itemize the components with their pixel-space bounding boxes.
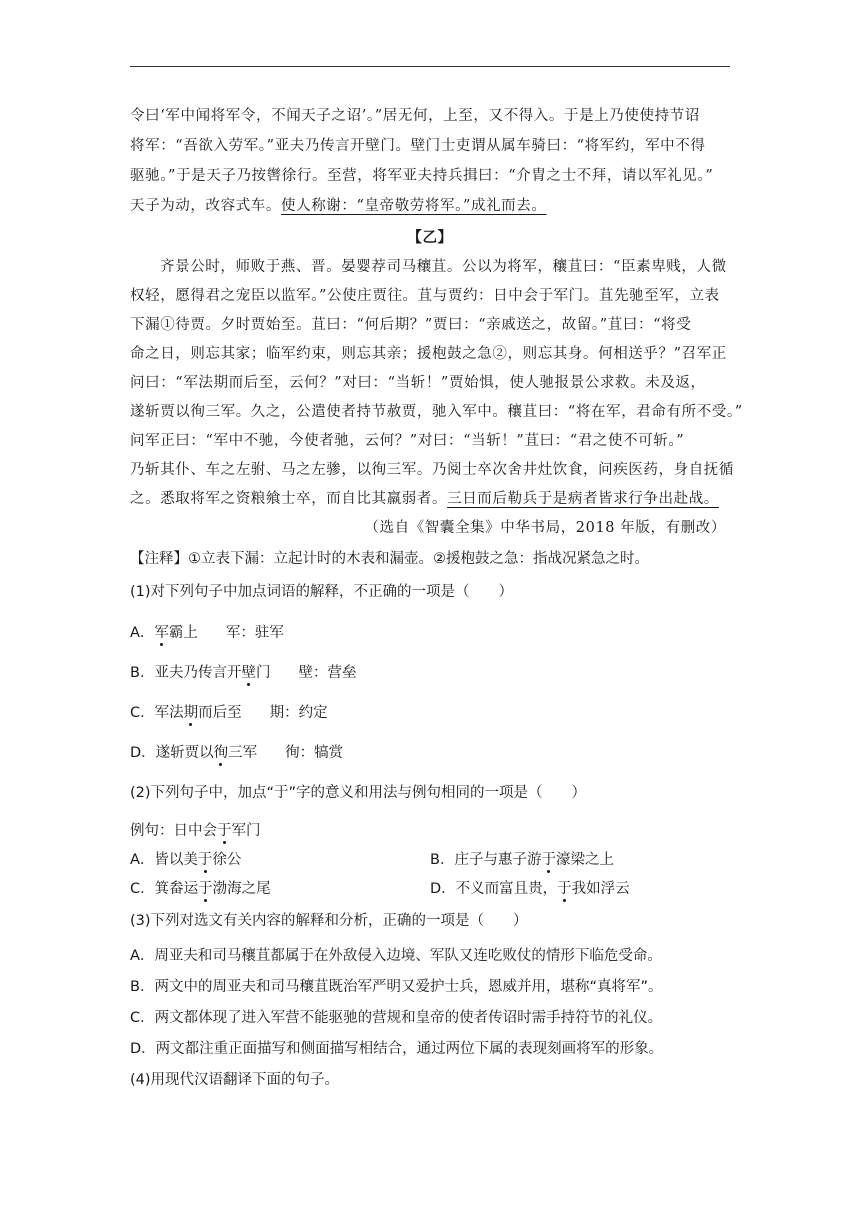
- q1-option-d: D．遂斩贾以徇三军 徇：犒赏: [130, 745, 344, 761]
- question-3-stem: (3)下列对选文有关内容的解释和分析，正确的一项是（ ）: [130, 913, 528, 929]
- q3-option-c: C．两文都体现了进入军营不能驱驰的营规和皇帝的使者传诏时需手持符节的礼仪。: [130, 1010, 663, 1026]
- question-4-stem: (4)用现代汉语翻译下面的句子。: [130, 1072, 340, 1088]
- q1-option-c: C．军法期而后至 期：约定: [130, 705, 328, 721]
- dotted-char: 军: [154, 625, 169, 641]
- gloss: 徇：犒赏: [285, 745, 344, 761]
- gloss: 期：约定: [269, 705, 328, 721]
- passage-line: 将军：“吾欲入劳军。”亚夫乃传言开壁门。壁门士吏谓从属车骑曰：“将军约，军中不得: [130, 138, 706, 154]
- dotted-char: 于: [541, 852, 556, 868]
- dotted-char: 于: [198, 881, 213, 897]
- dotted-char: 于: [197, 852, 213, 868]
- q2-option-c: C．箕畚运于渤海之尾: [130, 881, 271, 897]
- gloss: 壁：营垒: [298, 665, 357, 681]
- passage-line: 遂斩贾以徇三军。久之，公遣使者持节赦贾，驰入军中。穰苴曰：“将在军，君命有所不受。”: [130, 404, 743, 420]
- question-2-stem: (2)下列句子中，加点“于”字的意义和用法与例句相同的一项是（ ）: [130, 785, 587, 801]
- question-1-stem: (1)对下列句子中加点词语的解释，不正确的一项是（ ）: [130, 584, 514, 600]
- dotted-char: 壁: [241, 665, 256, 681]
- dotted-char: 于: [217, 823, 232, 839]
- passage-line: 问军正曰：“军中不驰，今使者驰，云何？”对曰：“当斩！”苴曰：“君之使不可斩。”: [130, 433, 685, 449]
- passage-text: 天子为动，改容式车。: [130, 198, 281, 214]
- q2-example: 例句：日中会于军门: [130, 823, 261, 839]
- q2-option-b: B．庄子与惠子游于濠梁之上: [430, 852, 614, 868]
- q3-option-a: A．周亚夫和司马穰苴都属于在外敌侵入边境、军队又连吃败仗的情形下临危受命。: [130, 948, 662, 964]
- passage-line: [130, 487, 719, 508]
- passage-line: [130, 194, 546, 215]
- underlined-sentence: 使人称谢：“皇帝敬劳将军。”成礼而去。: [281, 198, 547, 214]
- dotted-char: 期: [183, 705, 199, 721]
- passage-line: 下漏①待贾。夕时贾始至。苴曰：“何后期？”贾曰：“亲戚送之，故留。”苴曰：“将受: [130, 317, 692, 333]
- q2-option-d: D．不义而富且贵，于我如浮云: [430, 881, 630, 897]
- dotted-char: 徇: [213, 745, 229, 761]
- passage-line: 齐景公时，师败于燕、晋。晏婴荐司马穰苴。公以为将军，穰苴曰：“臣素卑贱，人微: [160, 259, 727, 275]
- dotted-char: 于: [557, 881, 572, 897]
- gloss: 军：驻军: [225, 625, 284, 641]
- header-rule: [130, 66, 730, 67]
- passage-line: 令曰‘军中闻将军令，不闻天子之诏’。”居无何，上至，又不得入。于是上乃使使持节诏: [130, 108, 700, 124]
- passage-line: 驱驰。”于是天子乃按辔徐行。至营，将军亚夫持兵揖曰：“介胄之士不拜，请以军礼见。”: [130, 168, 714, 184]
- source-citation: （选自《智囊全集》中华书局，2018 年版，有删改）: [364, 520, 726, 536]
- passage-title: 【乙】: [407, 229, 453, 246]
- q2-option-a: A．皆以美于徐公: [130, 852, 242, 868]
- q3-option-b: B．两文中的周亚夫和司马穰苴既治军严明又爱护士兵，恩威并用，堪称“真将军”。: [130, 979, 663, 995]
- q3-option-d: D．两文都注重正面描写和侧面描写相结合，通过两位下属的表现刻画将军的形象。: [130, 1041, 664, 1057]
- passage-line: 乃斩其仆、车之左驸、马之左骖，以徇三军。乃阅士卒次舍井灶饮食，问疾医药，身自抚循: [130, 462, 734, 478]
- passage-line: 权轻，愿得君之宠臣以监军。”公使庄贾往。苴与贾约：日中会于军门。苴先驰至军，立表: [130, 288, 720, 304]
- underlined-sentence: 三日而后勒兵于是病者皆求行争出赴战。: [447, 491, 719, 507]
- passage-line: 命之日，则忘其家；临军约束，则忘其亲；援枹鼓之急②，则忘其身。何相送乎？”召军正: [130, 346, 727, 362]
- q1-option-b: B．亚夫乃传言开壁门 壁：营垒: [130, 665, 357, 681]
- passage-line: 问曰：“军法期而后至，云何？”对曰：“当斩！”贾始惧，使人驰报景公求救。未及返，: [130, 375, 706, 391]
- annotation-note: 【注释】①立表下漏：立起计时的木表和漏壶。②援枹鼓之急：指战况紧急之时。: [130, 551, 649, 567]
- passage-text: 之。悉取将军之资粮飨士卒，而自比其羸弱者。: [130, 491, 448, 507]
- q1-option-a: A．军霸上 军：驻军: [130, 625, 284, 641]
